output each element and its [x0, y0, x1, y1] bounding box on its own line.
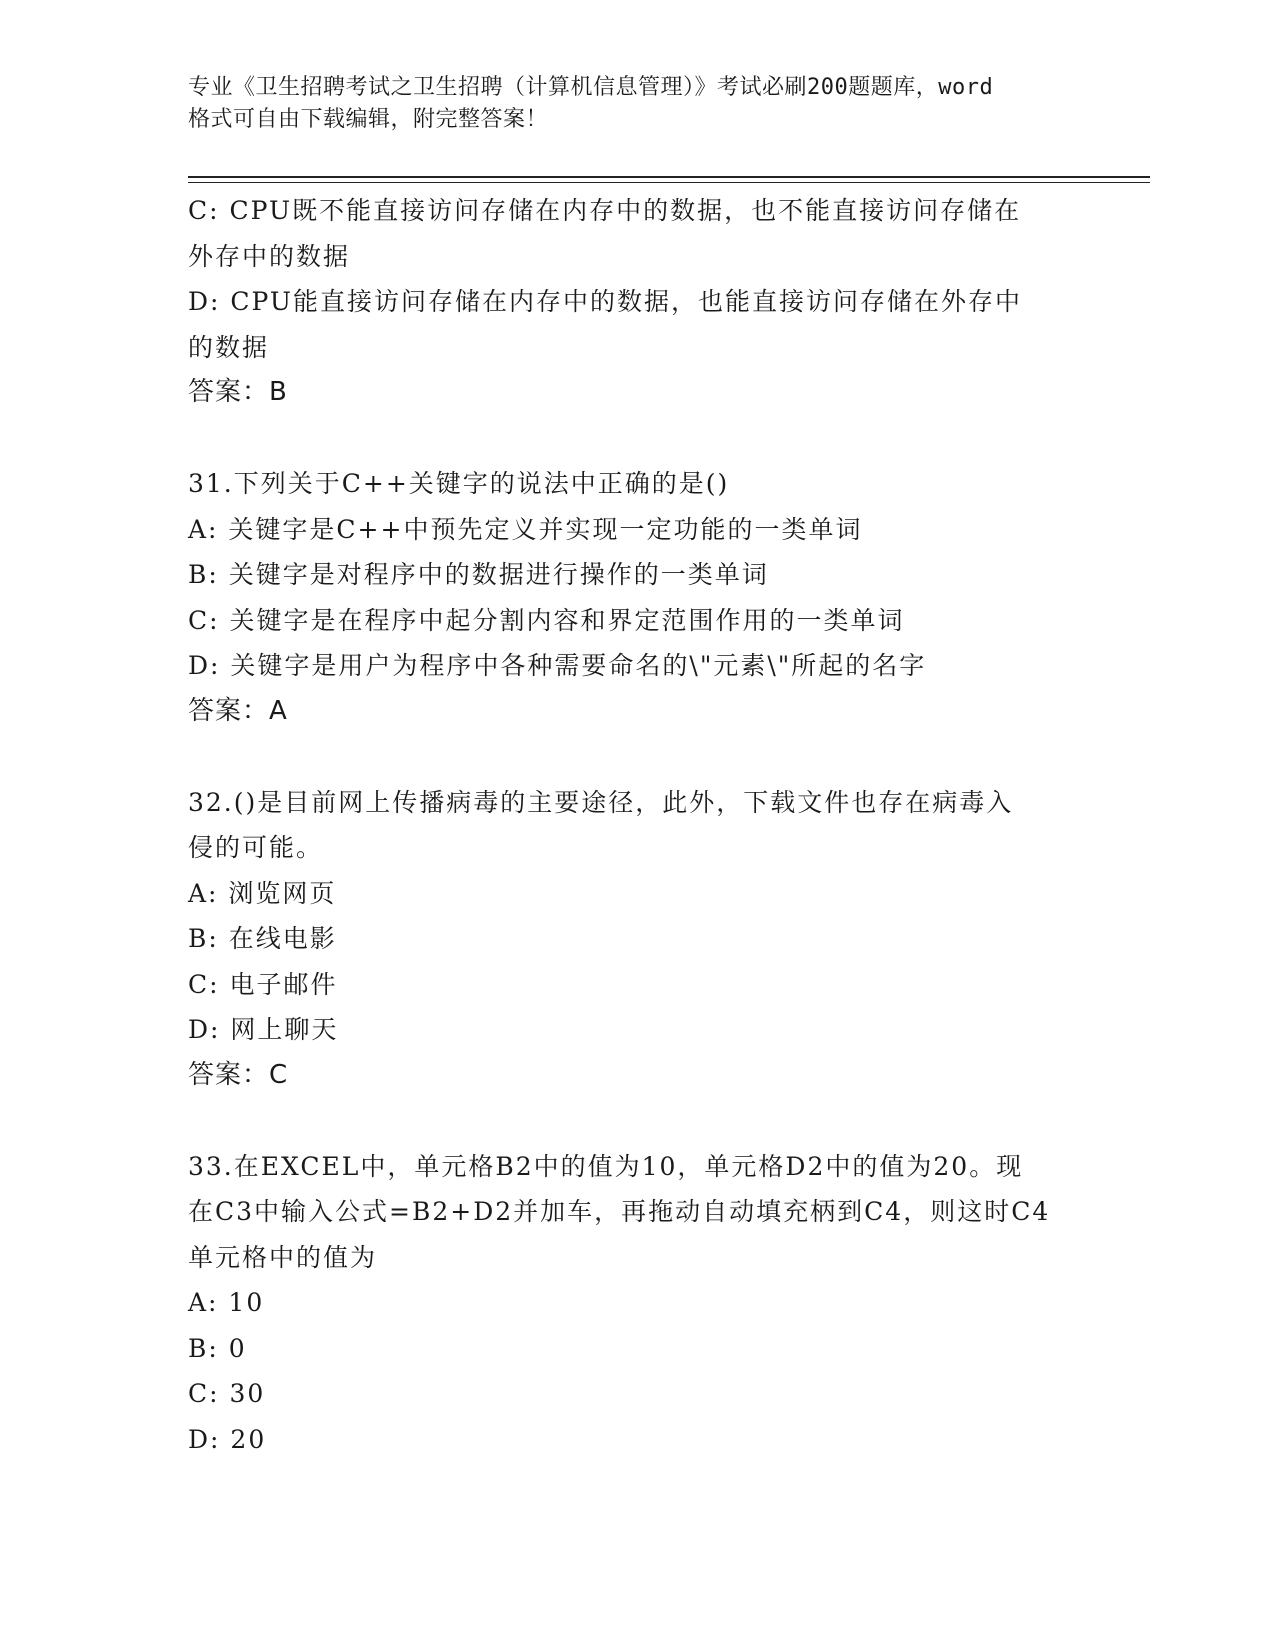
option-d: D: 20	[188, 1424, 267, 1454]
option-d: D: CPU能直接访问存储在内存中的数据，也能直接访问存储在外存中	[188, 287, 1022, 316]
option-c-cont: 外存中的数据	[188, 241, 351, 271]
option-b: B: 在线电影	[188, 924, 337, 953]
header-divider-thin	[188, 182, 1150, 183]
question-stem: 33.在EXCEL中，单元格B2中的值为10，单元格D2中的值为20。现	[188, 1151, 1024, 1181]
document-header	[188, 72, 1108, 136]
option-a: A: 10	[188, 1288, 265, 1317]
option-d-cont: 的数据	[188, 332, 270, 362]
option-b: B: 关键字是对程序中的数据进行操作的一类单词	[188, 560, 769, 589]
question-stem-cont: 在C3中输入公式=B2+D2并加车，再拖动自动填充柄到C4，则这时C4	[188, 1197, 1051, 1226]
question-31	[188, 461, 1088, 734]
question-stem-cont: 侵的可能。	[188, 833, 324, 862]
question-33	[188, 1144, 1088, 1463]
question-list	[188, 188, 1088, 1462]
option-c: C: 30	[188, 1379, 266, 1408]
header-title-line-1: 专业《卫生招聘考试之卫生招聘（计算机信息管理）》考试必刷200题题库，word	[188, 75, 994, 100]
option-d: D: 网上聊天	[188, 1015, 339, 1044]
answer-label: 答案：A	[188, 695, 288, 726]
option-a: A: 浏览网页	[188, 878, 337, 908]
spacer	[188, 734, 1088, 780]
header-title-line-2: 格式可自由下载编辑，附完整答案！	[188, 107, 549, 132]
question-stem: 31.下列关于C++关键字的说法中正确的是()	[188, 469, 730, 498]
header-divider-thick	[188, 176, 1150, 178]
spacer	[188, 416, 1088, 462]
question-30-continued	[188, 188, 1088, 416]
question-stem: 32.()是目前网上传播病毒的主要途径，此外，下载文件也存在病毒入	[188, 787, 1014, 817]
question-stem-cont: 单元格中的值为	[188, 1242, 378, 1272]
option-b: B: 0	[188, 1333, 247, 1363]
question-32	[188, 780, 1088, 1099]
option-a: A: 关键字是C++中预先定义并实现一定功能的一类单词	[188, 514, 863, 544]
answer-label: 答案：C	[188, 1059, 289, 1090]
option-c: C: CPU既不能直接访问存储在内存中的数据，也不能直接访问存储在	[188, 196, 1022, 225]
answer-label: 答案：B	[188, 377, 288, 407]
option-c: C: 电子邮件	[188, 969, 338, 999]
spacer	[188, 1098, 1088, 1144]
option-c: C: 关键字是在程序中起分割内容和界定范围作用的一类单词	[188, 605, 905, 635]
option-d: D: 关键字是用户为程序中各种需要命名的\"元素\"所起的名字	[188, 651, 927, 680]
